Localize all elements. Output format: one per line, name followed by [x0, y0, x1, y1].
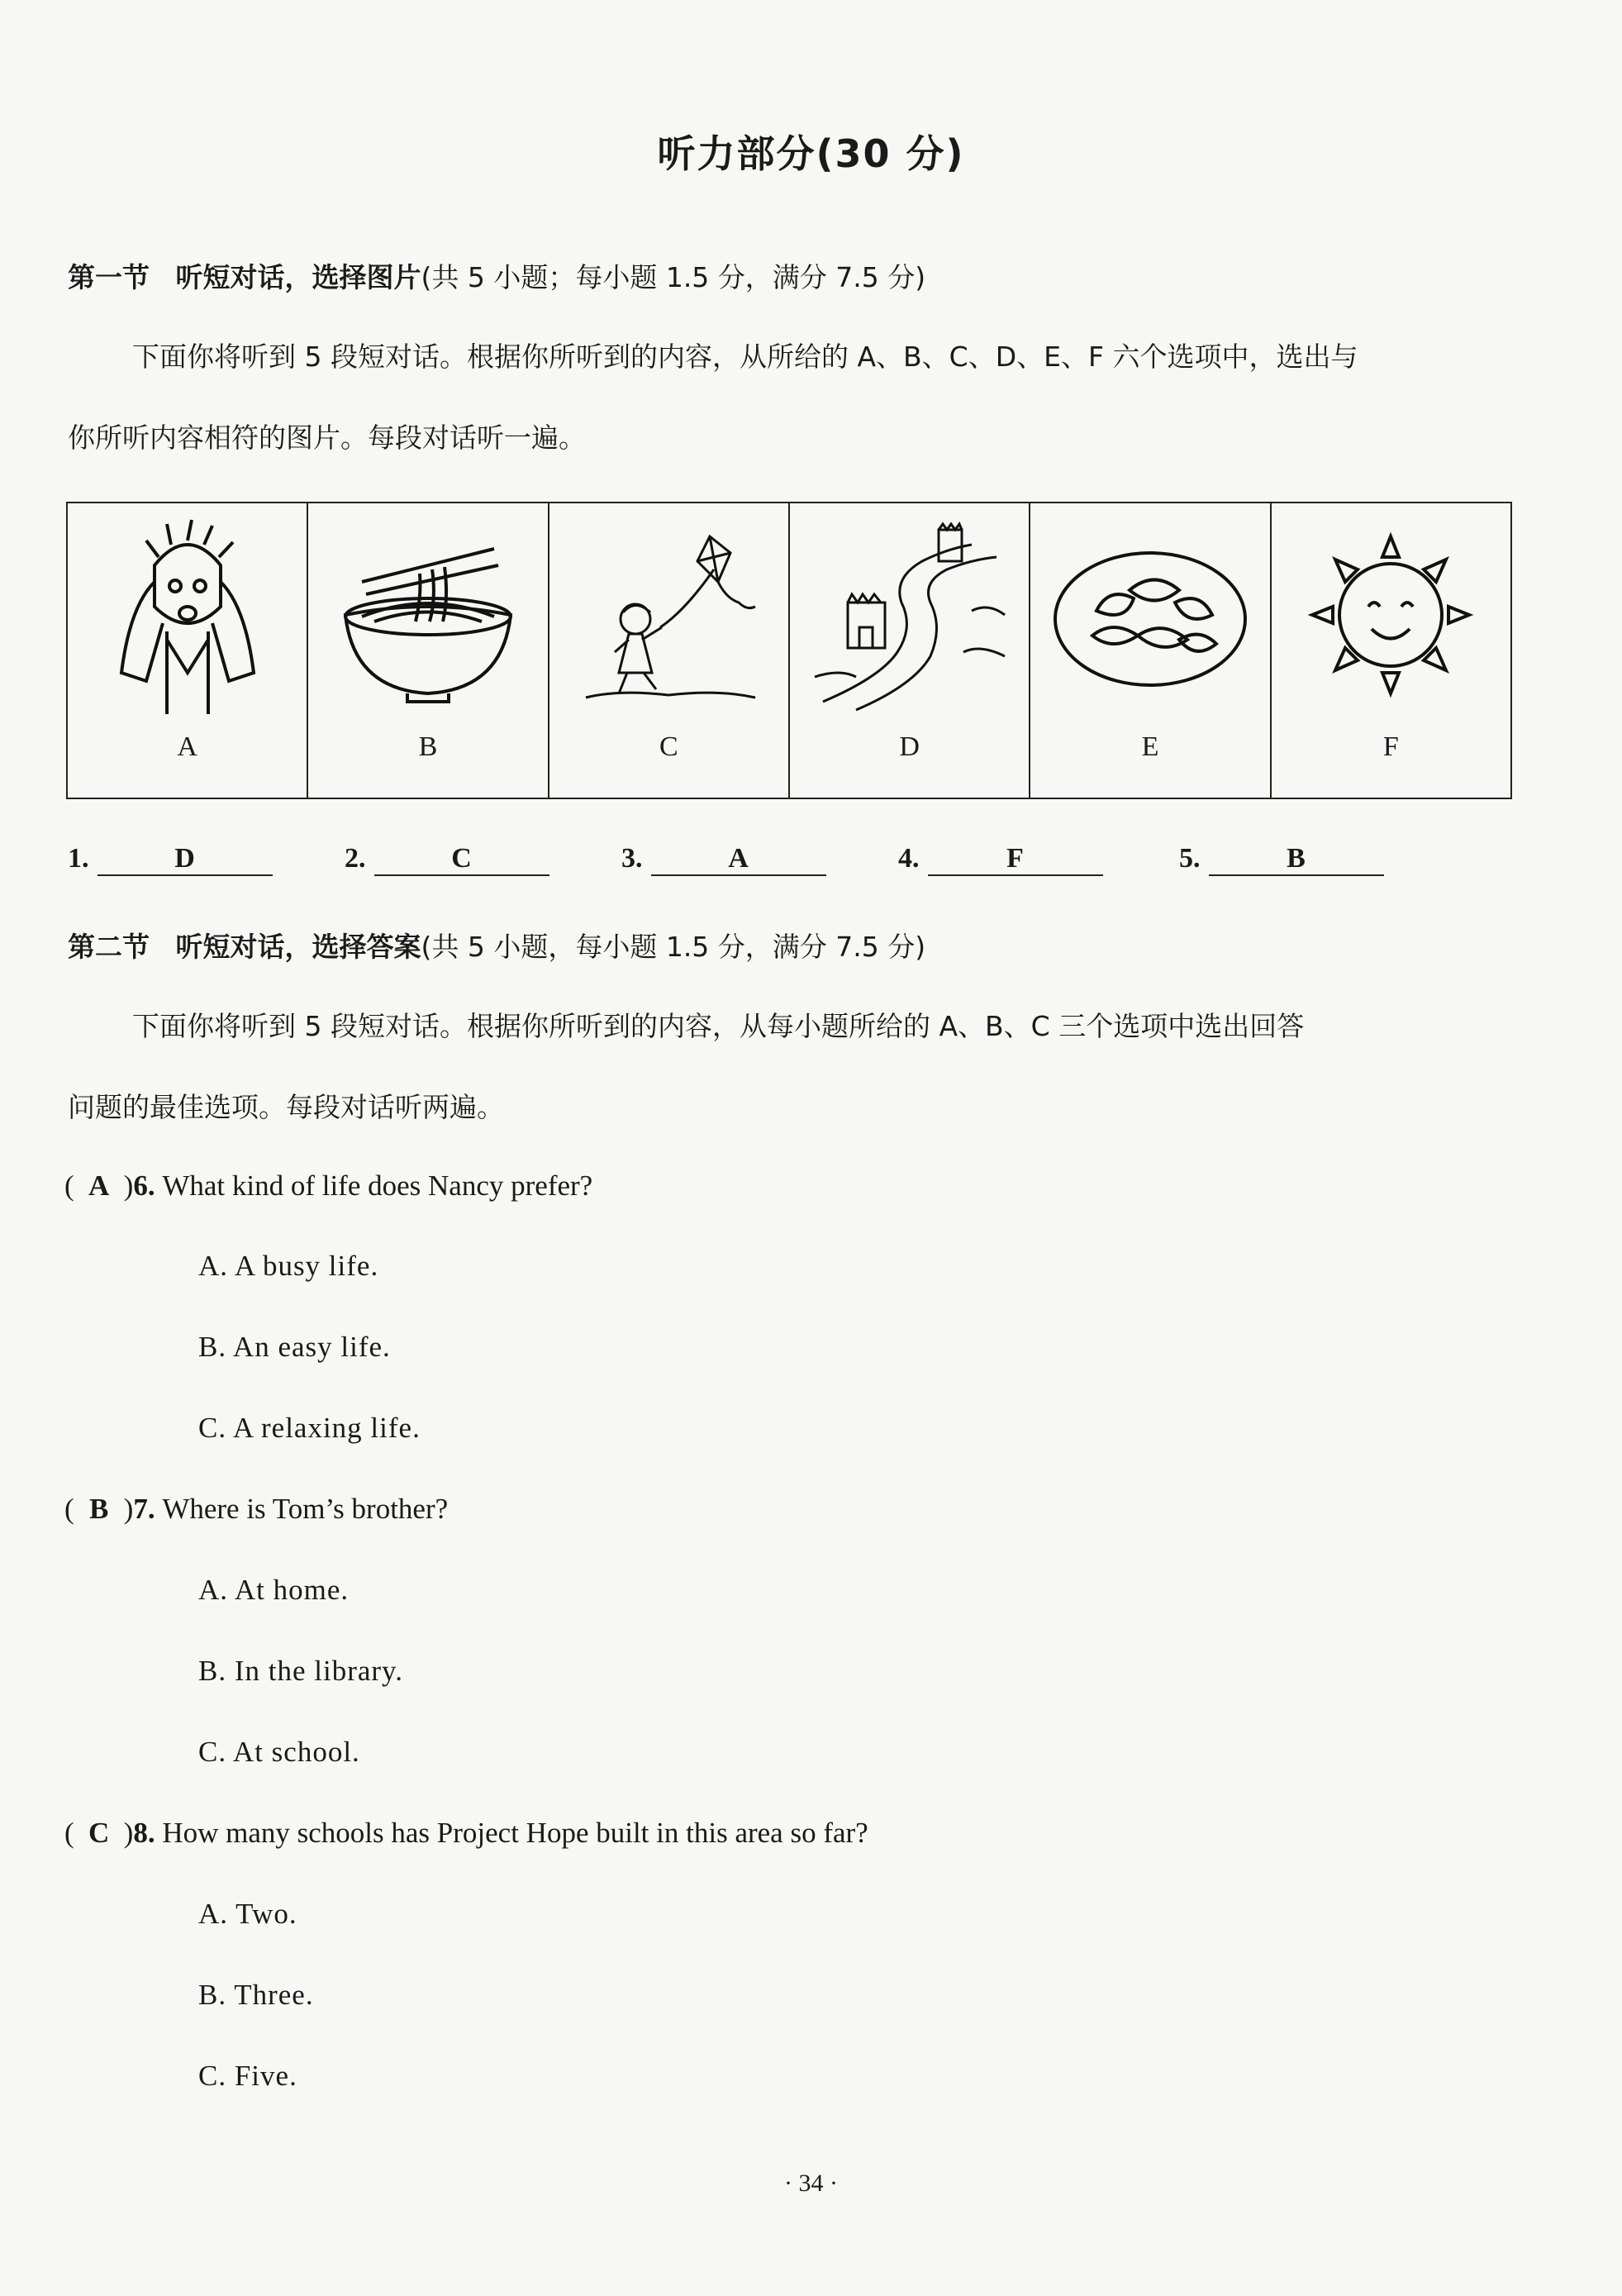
picture-cell-d — [789, 503, 1030, 798]
answer-4 — [898, 843, 1103, 876]
question-6-option-a[interactable]: A. A busy life. — [198, 1250, 379, 1282]
answer-5 — [1179, 843, 1384, 876]
question-7-option-a[interactable]: A. At home. — [198, 1574, 350, 1606]
picture-table — [66, 502, 1512, 799]
answer-5-number: 5. — [1179, 843, 1201, 874]
question-8-option-b[interactable]: B. Three. — [198, 1979, 314, 2011]
picture-cell-a — [67, 503, 307, 798]
section2-label: 第二节 — [68, 931, 150, 963]
answer-5-blank[interactable]: B — [1209, 843, 1384, 876]
question-6-option-c[interactable]: C. A relaxing life. — [198, 1412, 421, 1444]
answer-3-number: 3. — [621, 843, 643, 874]
section2-note: (共 5 小题，每小题 1.5 分，满分 7.5 分) — [421, 931, 926, 963]
section2-instruction-line2: 问题的最佳选项。每段对话听两遍。 — [68, 1091, 504, 1123]
answer-3-blank[interactable]: A — [651, 843, 826, 876]
picture-label-a: A — [177, 731, 197, 762]
question-7-number: 7. — [133, 1493, 155, 1525]
dumplings-plate-icon — [1047, 532, 1253, 698]
question-6-number: 6. — [133, 1169, 155, 1202]
question-6: ( A )6. What kind of life does Nancy prefer? — [64, 1169, 593, 1202]
section1-instruction-line2: 你所听内容相符的图片。每段对话听一遍。 — [68, 422, 586, 454]
picture-cell-b — [307, 503, 548, 798]
noodle-bowl-icon — [329, 524, 527, 706]
picture-cell-c — [549, 503, 789, 798]
question-7: ( B )7. Where is Tom’s brother? — [64, 1493, 449, 1525]
answer-3 — [621, 843, 826, 876]
section1-instruction-line1: 下面你将听到 5 段短对话。根据你所听到的内容，从所给的 A、B、C、D、E、F 六个选项中，选出与 — [132, 341, 1358, 373]
question-7-answer[interactable]: B — [88, 1493, 109, 1525]
question-8-answer[interactable]: C — [88, 1817, 110, 1849]
answer-2-blank[interactable]: C — [374, 843, 549, 876]
section2-instructions — [68, 986, 1522, 1148]
section2-heading — [68, 926, 925, 965]
picture-label-f: F — [1382, 731, 1399, 762]
picture-cell-f — [1271, 503, 1511, 798]
question-6-answer[interactable]: A — [88, 1169, 110, 1202]
question-8-option-c[interactable]: C. Five. — [198, 2060, 297, 2092]
section1-note: (共 5 小题；每小题 1.5 分，满分 7.5 分) — [421, 261, 926, 293]
question-7-option-b[interactable]: B. In the library. — [198, 1655, 404, 1687]
answer-4-number: 4. — [898, 843, 920, 874]
section2-instruction-line1: 下面你将听到 5 段短对话。根据你所听到的内容，从每小题所给的 A、B、C 三个选项中选出回答 — [132, 1010, 1305, 1042]
answer-2-number: 2. — [345, 843, 366, 874]
question-7-text: Where is Tom’s brother? — [162, 1493, 449, 1525]
answer-4-blank[interactable]: F — [928, 843, 1103, 876]
picture-label-d: D — [899, 731, 920, 762]
question-8-number: 8. — [133, 1817, 155, 1849]
section1-label: 第一节 — [68, 261, 150, 293]
picture-label-e: E — [1141, 731, 1159, 762]
section1-heading — [68, 256, 925, 295]
section1-instructions — [68, 317, 1522, 479]
question-6-option-b[interactable]: B. An easy life. — [198, 1331, 391, 1363]
page-title: 听力部分(30 分) — [657, 131, 965, 176]
question-7-option-c[interactable]: C. At school. — [198, 1736, 360, 1768]
answer-1-number: 1. — [68, 843, 89, 874]
section2-title: 听短对话，选择答案 — [175, 931, 421, 963]
page-number: · 34 · — [784, 2170, 838, 2197]
answer-1-blank[interactable]: D — [98, 843, 273, 876]
great-wall-icon — [806, 512, 1013, 718]
picture-cell-e — [1030, 503, 1270, 798]
answer-1 — [68, 843, 273, 876]
smiling-sun-icon — [1296, 520, 1486, 710]
question-8-option-a[interactable]: A. Two. — [198, 1898, 297, 1930]
question-8-text: How many schools has Project Hope built in this area so far? — [162, 1817, 868, 1849]
question-8: ( C )8. How many schools has Project Hope built in this area so far? — [64, 1817, 868, 1849]
picture-label-b: B — [418, 731, 438, 762]
girl-flying-kite-icon — [569, 520, 768, 710]
worried-man-icon — [97, 507, 278, 722]
picture-label-c: C — [659, 731, 678, 762]
question-6-text: What kind of life does Nancy prefer? — [162, 1169, 593, 1202]
section1-title: 听短对话，选择图片 — [175, 261, 421, 293]
answer-2 — [345, 843, 549, 876]
